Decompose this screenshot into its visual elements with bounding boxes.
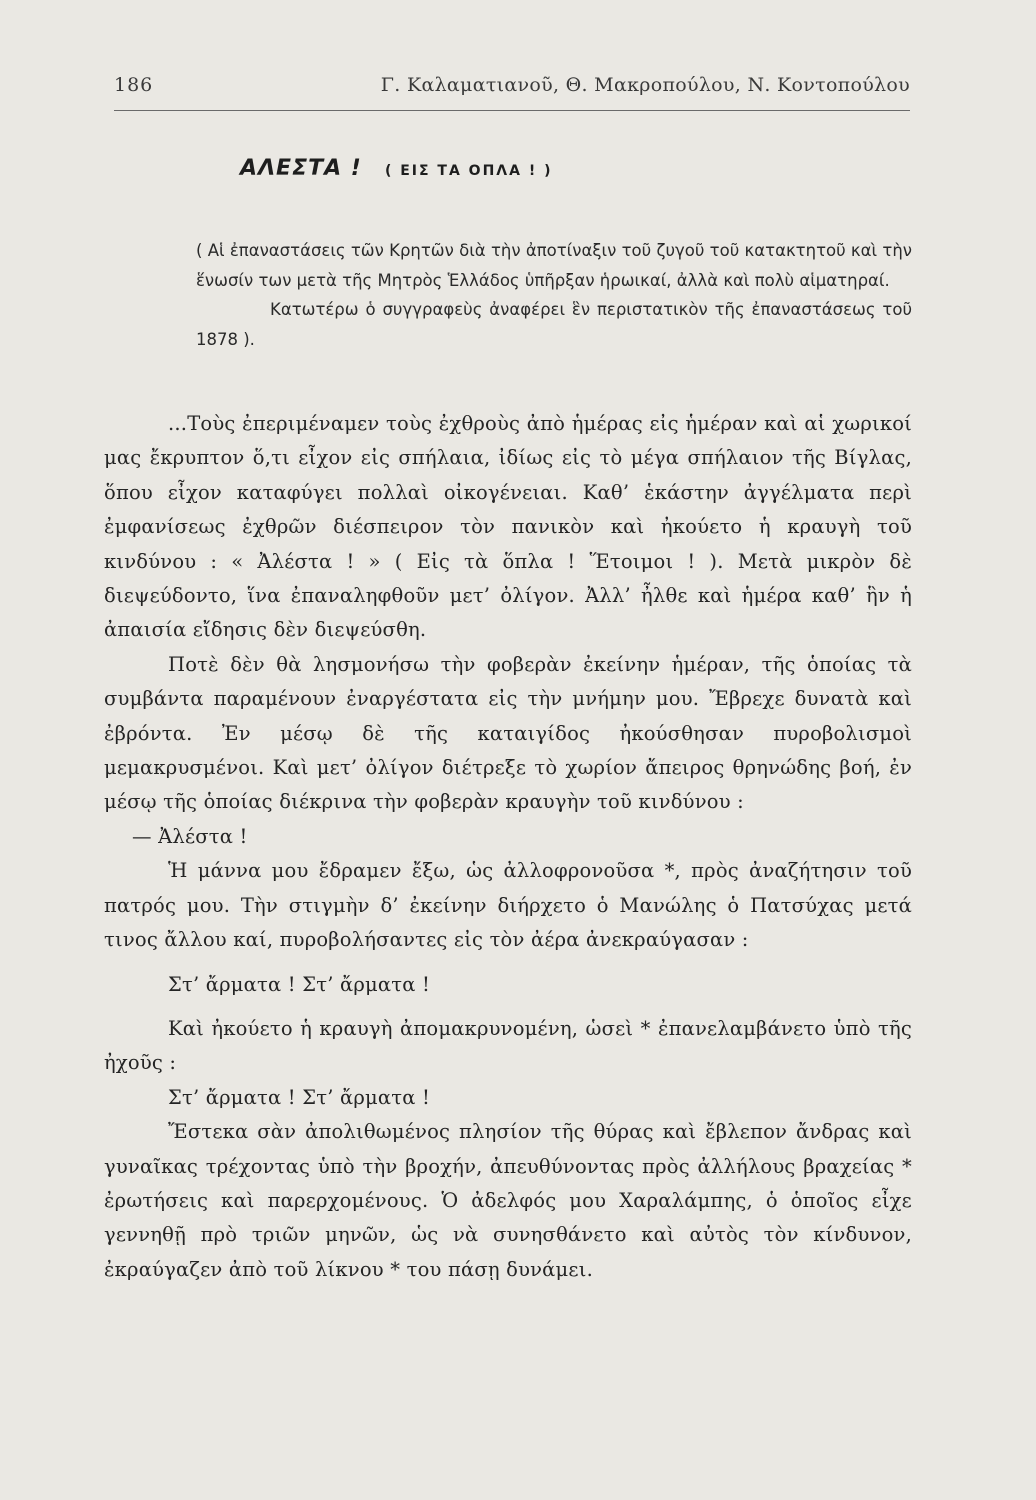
running-head: Γ. Καλαματιανοῦ, Θ. Μακροπούλου, Ν. Κοντοπούλου bbox=[380, 74, 910, 96]
chapter-title bbox=[240, 156, 553, 181]
intro-note bbox=[196, 236, 912, 354]
body-paragraph-1: ...Τοὺς ἐπεριμέναμεν τοὺς ἐχθροὺς ἀπὸ ἡμέρας εἰς ἡμέραν καὶ αἱ χωρικοί μας ἔκρυπτον ὅ,τι εἶχον εἰς σπήλαια, ἰδίως εἰς τὸ μέγα σπήλαιον τῆς Βίγλας, ὅπου εἶχον καταφύγει πολλαὶ οἰκογένειαι. Καθ’ ἑκάστην ἀγγέλματα περὶ ἐμφανίσεως ἐχθρῶν διέσπειρον τὸν πανικὸν καὶ ἠκούετο ἡ κραυγὴ τοῦ κινδύνου : « Ἀλέστα ! » ( Εἰς τὰ ὅπλα ! Ἕτοιμοι ! ). Μετὰ μικρὸν δὲ διεψεύδοντο, ἵνα ἐπαναληφθοῦν μετ’ ὀλίγον. Ἀλλ’ ἦλθε καὶ ἡμέρα καθ’ ἣν ἡ ἀπαισία εἴδησις δὲν διεψεύσθη. bbox=[104, 412, 912, 642]
cry-line-3: Στ’ ἄρματα ! Στ’ ἄρματα ! bbox=[168, 1085, 431, 1109]
body-paragraph-4: Καὶ ἠκούετο ἡ κραυγὴ ἀπομακρυνομένη, ὡσεὶ * ἐπανελαμβάνετο ὑπὸ τῆς ἠχοῦς : bbox=[104, 1016, 912, 1075]
spacer bbox=[104, 958, 912, 968]
body-paragraph-3: Ἡ μάννα μου ἔδραμεν ἔξω, ὡς ἀλλοφρονοῦσα *, πρὸς ἀναζήτησιν τοῦ πατρός μου. Τὴν στιγμὴν δ’ ἐκείνην διήρχετο ὁ Μανώλης ὁ Πατσύχας μετά τινος ἄλλου καί, πυροβολήσαντες εἰς τὸν ἀέρα ἀνεκραύγασαν : bbox=[104, 859, 912, 952]
title-main: ΑΛΕΣΤΑ ! bbox=[240, 156, 362, 181]
spacer bbox=[104, 1002, 912, 1012]
intro-paragraph-2: Κατωτέρω ὁ συγγραφεὺς ἀναφέρει ἓν περιστατικὸν τῆς ἐπαναστάσεως τοῦ 1878 ). bbox=[196, 300, 912, 349]
cry-line-1: — Ἀλέστα ! bbox=[132, 824, 248, 848]
body-paragraph-2: Ποτὲ δὲν θὰ λησμονήσω τὴν φοβερὰν ἐκείνην ἡμέραν, τῆς ὁποίας τὰ συμβάντα παραμένουν ἐναργέστατα εἰς τὴν μνήμην μου. Ἔβρεχε δυνατὰ καὶ ἐβρόντα. Ἐν μέσῳ δὲ τῆς καταιγίδος ἠκούσθησαν πυροβολισμοὶ μεμακρυσμένοι. Καὶ μετ’ ὀλίγον διέτρεξε τὸ χωρίον ἄπειρος θρηνώδης βοή, ἐν μέσῳ τῆς ὁποίας διέκρινα τὴν φοβερὰν κραυγὴν τοῦ κινδύνου : bbox=[104, 652, 912, 814]
page-header bbox=[114, 74, 910, 104]
main-text bbox=[104, 407, 912, 1287]
cry-line-2: Στ’ ἄρματα ! Στ’ ἄρματα ! bbox=[168, 972, 431, 996]
header-rule bbox=[114, 110, 910, 111]
body-paragraph-5: Ἔστεκα σὰν ἀπολιθωμένος πλησίον τῆς θύρας καὶ ἔβλεπον ἄνδρας καὶ γυναῖκας τρέχοντας ὑπὸ τὴν βροχήν, ἀπευθύνοντας πρὸς ἀλλήλους βραχείας * ἐρωτήσεις καὶ παρερχομένους. Ὁ ἀδελφός μου Χαραλάμπης, ὁ ὁποῖος εἶχε γεννηθῇ πρὸ τριῶν μηνῶν, ὡς νὰ συνησθάνετο καὶ αὐτὸς τὸν κίνδυνον, ἐκραύγαζεν ἀπὸ τοῦ λίκνου * του πάσῃ δυνάμει. bbox=[104, 1120, 912, 1281]
title-sub: ( ΕΙΣ ΤΑ ΟΠΛΑ ! ) bbox=[384, 163, 553, 179]
intro-paragraph-1: ( Αἱ ἐπαναστάσεις τῶν Κρητῶν διὰ τὴν ἀποτίναξιν τοῦ ζυγοῦ τοῦ κατακτητοῦ καὶ τὴν ἕνωσίν των μετὰ τῆς Μητρὸς Ἑλλάδος ὑπῆρξαν ἡρωικαί, ἀλλὰ καὶ πολὺ αἱματηραί. bbox=[196, 241, 912, 290]
page-number: 186 bbox=[114, 74, 154, 96]
